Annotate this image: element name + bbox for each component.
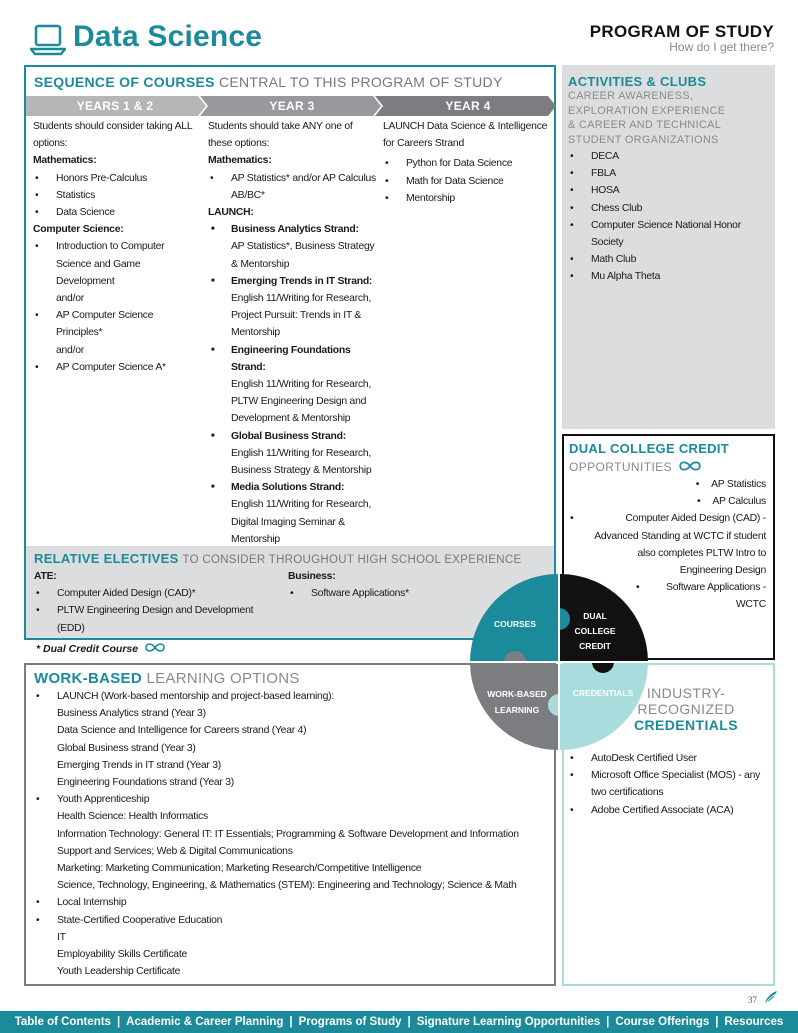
list-item: • Computer Science National Honor Society — [568, 217, 773, 251]
list-item: • PLTW Engineering Design and Development (EDD) — [34, 602, 279, 636]
credentials-piece — [560, 664, 648, 750]
list-item: • LAUNCH (Work-based mentorship and project-based learning): Business Analytics strand (Year 3) Data Science and Intelligence for Careers strand (Year 4) Global Business strand (Year 3) Emerging Trends in IT strand (Year 3) Engineering Foundations strand (Year 3) — [34, 688, 544, 791]
list-item: • Local Internship — [34, 894, 544, 911]
dual-credit-title: DUAL COLLEGE CREDIT — [569, 441, 730, 456]
footer-link-resources[interactable]: Resources — [724, 1016, 784, 1028]
list-item: • AP Computer Science A* — [33, 359, 201, 376]
puzzle-graphic — [470, 574, 648, 750]
page-title: Data Science — [73, 20, 263, 53]
footer-link-signature-learning[interactable]: Signature Learning Opportunities — [416, 1016, 601, 1028]
list-item: • FBLA — [568, 165, 773, 182]
list-item: • State-Certified Cooperative Education IT Employability Skills Certificate Youth Leadership Certificate — [34, 912, 544, 981]
footer-separator: | — [407, 1016, 411, 1028]
list-item: • Chess Club — [568, 200, 773, 217]
year-4-intro: LAUNCH Data Science & Intelligence for Careers Strand — [383, 121, 548, 150]
ate-electives — [34, 568, 279, 637]
footer-link-course-offerings[interactable]: Course Offerings — [615, 1016, 710, 1028]
list-item: • Mu Alpha Theta — [568, 268, 773, 285]
strand-item: ■ Engineering Foundations Strand: English 11/Writing for Research, PLTW Engineering Design and Development & Mentorship — [208, 342, 376, 428]
list-item: • Data Science — [33, 204, 201, 221]
credentials-list — [568, 750, 770, 819]
math-heading: Mathematics: — [208, 155, 272, 167]
dual-credit-subtitle: OPPORTUNITIES — [569, 460, 702, 474]
list-item: • AP Calculus — [696, 496, 766, 508]
math-list — [208, 170, 376, 204]
leaf-logo-icon — [763, 990, 779, 1004]
activities-subtitle: CAREER AWARENESS, EXPLORATION EXPERIENCE & CAREER AND TECHNICAL STUDENT ORGANIZATIONS — [568, 90, 726, 146]
strand-item: ■ Global Business Strand: English 11/Writing for Research, Business Strategy & Mentorship — [208, 428, 376, 480]
dual-credit-infinity-icon — [144, 642, 166, 653]
footer-separator: | — [606, 1016, 610, 1028]
list-item: • AP Statistics — [695, 479, 766, 490]
puzzle-label-courses: COURSES — [493, 619, 537, 629]
list-item: • Introduction to Computer Science and Game Development and/or — [33, 238, 201, 307]
strand-item: ■ Media Solutions Strand: English 11/Writing for Research, Digital Imaging Seminar & Mentorship — [208, 479, 376, 548]
activities-list — [568, 148, 773, 286]
business-electives — [288, 568, 468, 602]
list-item: • Microsoft Office Specialist (MOS) - any two certifications — [568, 767, 770, 801]
math-list — [33, 170, 201, 222]
footer-separator: | — [116, 1016, 121, 1028]
list-item: • Honors Pre-Calculus — [33, 170, 201, 187]
strand-list — [208, 221, 376, 548]
strand-item: ■ Business Analytics Strand: AP Statistics*, Business Strategy & Mentorship — [208, 221, 376, 273]
cs-list — [33, 238, 201, 376]
footer-link-table-of-contents[interactable]: Table of Contents — [14, 1016, 111, 1028]
year-label-4: YEAR 4 — [445, 99, 491, 113]
dual-credit-infinity-icon — [678, 460, 702, 472]
list-item: • Math Club — [568, 251, 773, 268]
business-heading: Business: — [288, 571, 336, 582]
activities-title: ACTIVITIES & CLUBS — [568, 74, 707, 89]
list-item: • AutoDesk Certified User — [568, 750, 770, 767]
list-item: • DECA — [568, 148, 773, 165]
year-label-3: YEAR 3 — [269, 99, 315, 113]
work-based-title: WORK-BASED LEARNING OPTIONS — [34, 670, 300, 687]
list-item: • AP Computer Science Principles* and/or — [33, 307, 201, 359]
year-4-list — [383, 155, 551, 207]
laptop-icon — [30, 22, 66, 58]
puzzle-label-work-based: WORK-BASED LEARNING — [487, 689, 547, 715]
launch-heading: LAUNCH: — [208, 207, 254, 219]
year-label-1-2: YEARS 1 & 2 — [76, 99, 154, 113]
page-number: 37 — [748, 995, 757, 1005]
program-of-study-subtitle: How do I get there? — [669, 40, 774, 54]
credentials-title: INDUSTRY- RECOGNIZED CREDENTIALS — [634, 685, 738, 733]
list-item: • Software Applications - WCTC — [636, 582, 766, 611]
dual-credit-note: * Dual Credit Course — [36, 642, 166, 655]
puzzle-label-dual-credit: DUAL COLLEGE CREDIT — [574, 611, 616, 651]
list-item: • Adobe Certified Associate (ACA) — [568, 802, 770, 819]
year-3-intro: Students should take ANY one of these options: — [208, 121, 353, 150]
ate-heading: ATE: — [34, 571, 57, 582]
list-item: • HOSA — [568, 182, 773, 199]
list-item: • Statistics — [33, 187, 201, 204]
year-4-column — [383, 118, 551, 207]
list-item: • Software Applications* — [288, 585, 468, 602]
program-of-study-label: PROGRAM OF STUDY — [589, 22, 774, 41]
sequence-title: SEQUENCE OF COURSES CENTRAL TO THIS PROGRAM OF STUDY — [34, 74, 503, 90]
strand-item: ■ Emerging Trends in IT Strand: English 11/Writing for Research, Project Pursuit: Trends in IT & Mentorship — [208, 273, 376, 342]
list-item: • Python for Data Science — [383, 155, 551, 172]
footer-separator: | — [289, 1016, 293, 1028]
list-item: • Math for Data Science — [383, 173, 551, 190]
list-item: • Computer Aided Design (CAD) - Advanced Standing at WCTC if student also completes PLTW Intro to Engineering Design — [570, 513, 766, 577]
list-item: • AP Statistics* and/or AP Calculus AB/BC* — [208, 170, 376, 204]
footer-link-academic-career-planning[interactable]: Academic & Career Planning — [126, 1016, 284, 1028]
electives-title: RELATIVE ELECTIVES TO CONSIDER THROUGHOUT HIGH SCHOOL EXPERIENCE — [34, 551, 522, 566]
footer-separator: | — [715, 1016, 719, 1028]
list-item: • Computer Aided Design (CAD)* — [34, 585, 279, 602]
courses-piece — [470, 574, 558, 662]
header — [0, 0, 798, 62]
list-item: • Youth Apprenticeship Health Science: Health Informatics Information Technology: General IT: IT Essentials; Programming & Software Development and Information Support and Services; Web & Digital Communications Marketing: Marketing Communication; Marketing Research/Competitive Intelligence Science, Technology, Engineering, & Mathematics (STEM): Engineering and Technology; Science & Math — [34, 791, 544, 894]
cs-heading: Computer Science: — [33, 224, 124, 236]
work-based-list — [34, 688, 544, 980]
footer-link-programs-of-study[interactable]: Programs of Study — [298, 1016, 402, 1028]
years-1-2-intro: Students should consider taking ALL options: — [33, 121, 192, 150]
year-3-column — [208, 118, 376, 548]
years-1-2-column — [33, 118, 201, 376]
list-item: • Mentorship — [383, 190, 551, 207]
puzzle-label-credentials: CREDENTIALS — [572, 688, 634, 698]
math-heading: Mathematics: — [33, 155, 97, 167]
footer-nav — [0, 1011, 798, 1033]
